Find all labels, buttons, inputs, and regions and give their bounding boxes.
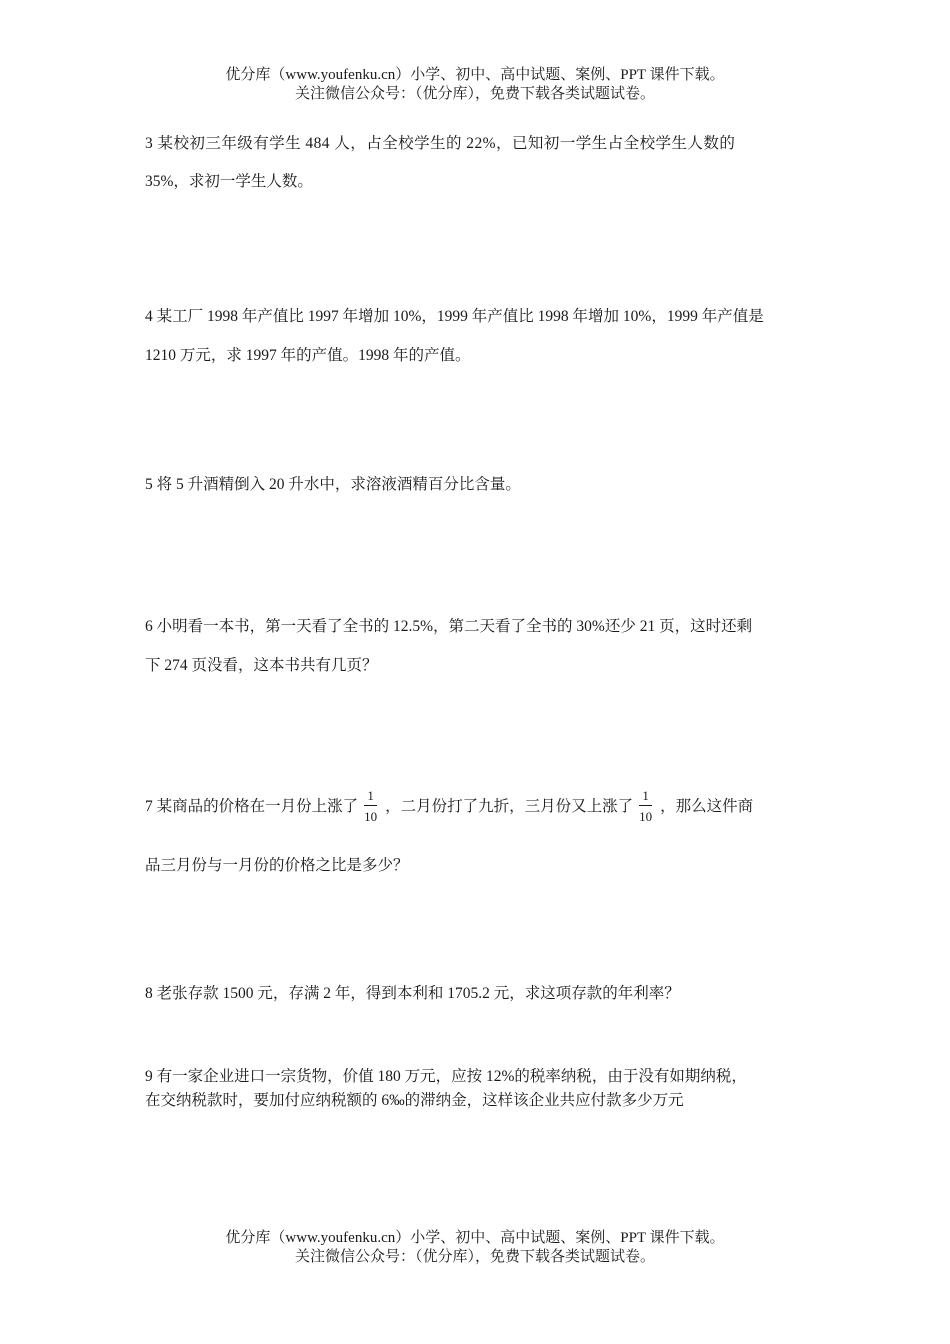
question-7-text-b: ，二月份打了九折，三月份又上涨了	[385, 798, 634, 815]
question-4-line-1: 4 某工厂 1998 年产值比 1997 年增加 10%，1999 年产值比 1998 年增加 10%，1999 年产值是	[145, 308, 764, 325]
header-line-1: 优分库（www.youfenku.cn）小学、初中、高中试题、案例、PPT 课件下载。	[225, 67, 725, 83]
question-3-line-1: 3 某校初三年级有学生 484 人，占全校学生的 22%，已知初一学生占全校学生人数的	[145, 135, 736, 152]
fraction-denominator: 10	[364, 809, 378, 825]
question-8-line-1: 8 老张存款 1500 元，存满 2 年，得到本利和 1705.2 元，求这项存款的年利率？	[145, 985, 680, 1002]
question-8	[145, 982, 807, 1006]
fraction-numerator: 1	[639, 787, 652, 806]
question-4	[145, 297, 807, 375]
page-header	[0, 66, 950, 104]
fraction-one-tenth	[639, 787, 652, 825]
question-6	[145, 607, 807, 685]
page-footer	[0, 1229, 950, 1267]
fraction-one-tenth	[364, 787, 377, 825]
question-9	[145, 1065, 807, 1113]
question-6-line-2: 下 274 页没看，这本书共有几页？	[145, 657, 378, 674]
fraction-denominator: 10	[639, 809, 653, 825]
question-9-line-2: 在交纳税款时，要加付应纳税额的 6‰的滞纳金，这样该企业共应付款多少万元	[145, 1092, 684, 1109]
footer-line-2: 关注微信公众号：（优分库），免费下载各类试题试卷。	[294, 1249, 655, 1265]
question-7	[145, 786, 807, 878]
question-7-line-1	[145, 786, 807, 828]
header-line-2: 关注微信公众号：（优分库），免费下载各类试题试卷。	[294, 86, 655, 102]
question-9-line-1: 9 有一家企业进口一宗货物，价值 180 万元，应按 12%的税率纳税，由于没有如期纳税，	[145, 1068, 747, 1085]
question-3-line-2: 35%，求初一学生人数。	[145, 173, 313, 190]
question-4-line-2: 1210 万元，求 1997 年的产值。1998 年的产值。	[145, 347, 471, 364]
question-5-line-1: 5 将 5 升酒精倒入 20 升水中，求溶液酒精百分比含量。	[145, 476, 521, 493]
fraction-numerator: 1	[364, 787, 377, 806]
question-7-text-a: 7 某商品的价格在一月份上涨了	[145, 798, 359, 815]
question-3	[145, 125, 807, 201]
question-7-line-2: 品三月份与一月份的价格之比是多少？	[145, 857, 409, 874]
question-7-text-c: ，那么这件商	[660, 798, 754, 815]
question-5	[145, 473, 807, 497]
footer-line-1: 优分库（www.youfenku.cn）小学、初中、高中试题、案例、PPT 课件下载。	[225, 1230, 725, 1246]
question-6-line-1: 6 小明看一本书，第一天看了全书的 12.5%，第二天看了全书的 30%还少 21 页，这时还剩	[145, 618, 753, 635]
